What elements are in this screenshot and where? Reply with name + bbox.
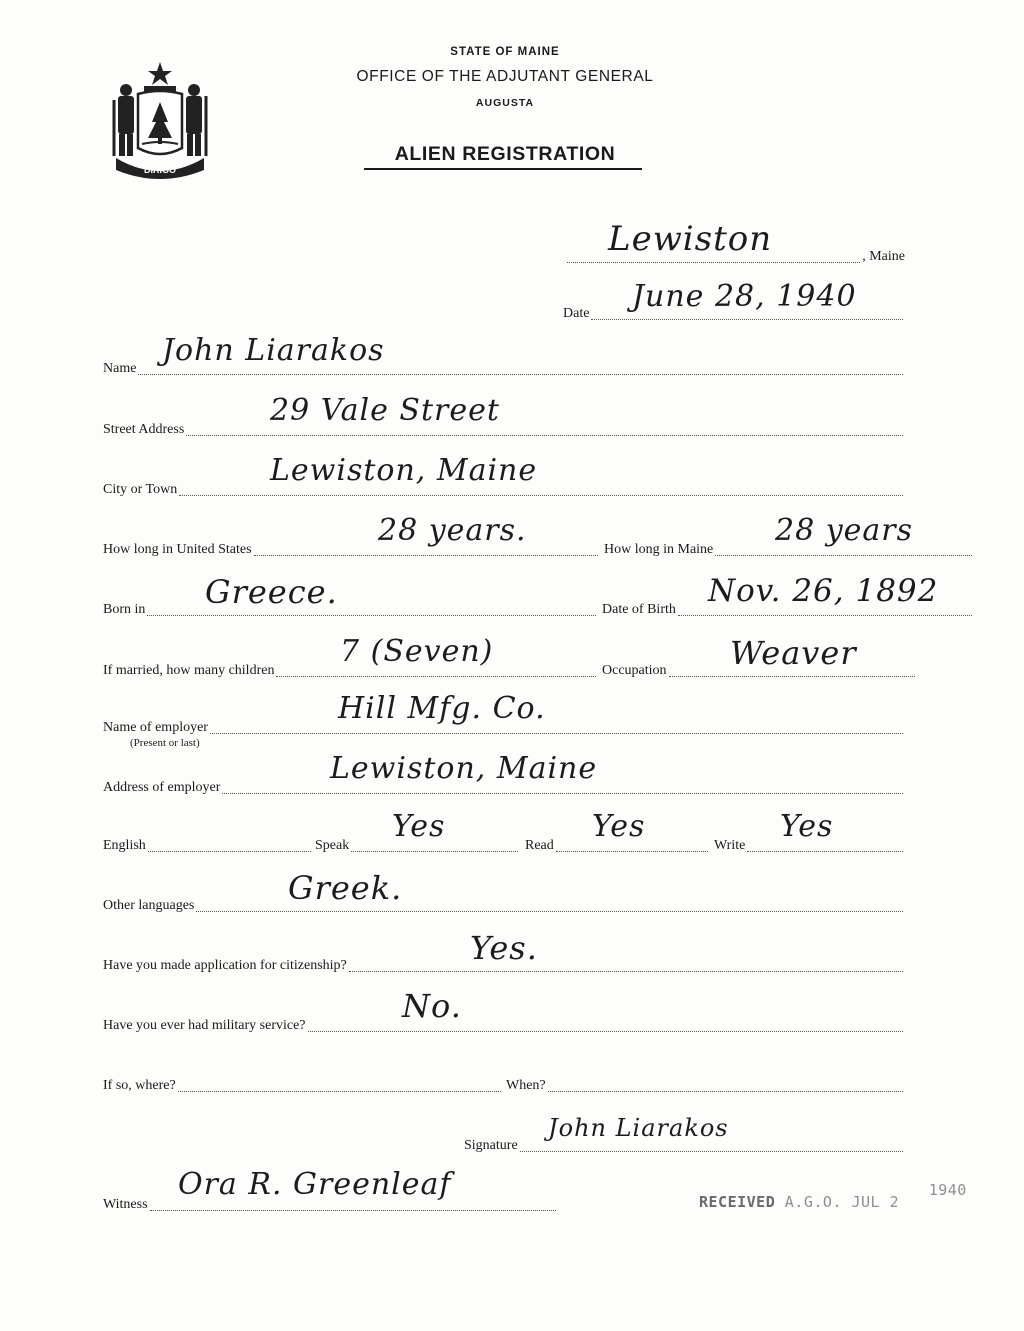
street-value: 29 Vale Street <box>270 393 500 428</box>
witness-value: Ora R. Greenleaf <box>178 1167 452 1202</box>
speak-label: Speak <box>315 838 350 853</box>
date-value: June 28, 1940 <box>632 279 857 314</box>
military-field[interactable] <box>103 1014 905 1036</box>
when-label: When? <box>506 1078 546 1093</box>
employer-sublabel: (Present or last) <box>130 737 200 749</box>
dob-value: Nov. 26, 1892 <box>708 573 939 609</box>
other-languages-label: Other languages <box>103 898 195 913</box>
occupation-label: Occupation <box>602 663 667 678</box>
stamp-year: 1940 <box>928 1181 967 1199</box>
military-label: Have you ever had military service? <box>103 1018 306 1033</box>
born-in-field[interactable] <box>103 598 598 620</box>
employer-label: Name of employer <box>103 720 208 735</box>
location-suffix: , Maine <box>862 249 905 264</box>
stamp-rest: A.G.O. JUL 2 <box>784 1193 900 1211</box>
city-heading: AUGUSTA <box>475 97 535 109</box>
title-underline <box>364 168 642 170</box>
where-label: If so, where? <box>103 1078 176 1093</box>
employer-address-value: Lewiston, Maine <box>330 751 598 786</box>
city-label: City or Town <box>103 482 178 497</box>
street-label: Street Address <box>103 422 185 437</box>
when-field[interactable] <box>506 1074 905 1096</box>
svg-text:DIRIGO: DIRIGO <box>143 165 177 175</box>
received-stamp <box>699 1181 967 1211</box>
children-value: 7 (Seven) <box>340 634 494 669</box>
citizenship-value: Yes. <box>470 929 538 967</box>
born-in-value: Greece. <box>205 573 338 611</box>
speak-value: Yes <box>392 809 446 844</box>
occupation-value: Weaver <box>730 634 857 672</box>
employer-address-label: Address of employer <box>103 780 221 795</box>
name-label: Name <box>103 361 137 376</box>
where-field[interactable] <box>103 1074 503 1096</box>
dob-label: Date of Birth <box>602 602 676 617</box>
city-value: Lewiston, Maine <box>270 453 538 488</box>
us-years-label: How long in United States <box>103 542 252 557</box>
us-years-value: 28 years. <box>378 513 527 548</box>
stamp-received: RECEIVED <box>699 1193 776 1211</box>
write-label: Write <box>714 838 746 853</box>
office-heading: OFFICE OF THE ADJUTANT GENERAL <box>356 68 654 85</box>
signature-value: John Liarakos <box>548 1114 729 1142</box>
location-value: Lewiston <box>608 219 773 259</box>
read-label: Read <box>525 838 554 853</box>
witness-label: Witness <box>103 1197 148 1212</box>
state-heading: STATE OF MAINE <box>450 46 560 58</box>
english-field <box>103 834 313 856</box>
form-title: ALIEN REGISTRATION <box>394 143 616 165</box>
maine-years-label: How long in Maine <box>604 542 714 557</box>
read-value: Yes <box>592 809 646 844</box>
maine-state-seal <box>108 60 212 182</box>
write-value: Yes <box>780 809 834 844</box>
other-languages-value: Greek. <box>288 869 403 907</box>
date-label: Date <box>563 306 590 321</box>
born-in-label: Born in <box>103 602 146 617</box>
citizenship-label: Have you made application for citizenship? <box>103 958 347 973</box>
military-value: No. <box>402 987 462 1025</box>
name-value: John Liarakos <box>162 333 385 368</box>
maine-years-value: 28 years <box>775 513 914 548</box>
english-label: English <box>103 838 146 853</box>
signature-label: Signature <box>464 1138 518 1153</box>
children-label: If married, how many children <box>103 663 275 678</box>
street-field[interactable] <box>103 418 905 440</box>
other-languages-field[interactable] <box>103 894 905 916</box>
employer-value: Hill Mfg. Co. <box>338 691 546 726</box>
